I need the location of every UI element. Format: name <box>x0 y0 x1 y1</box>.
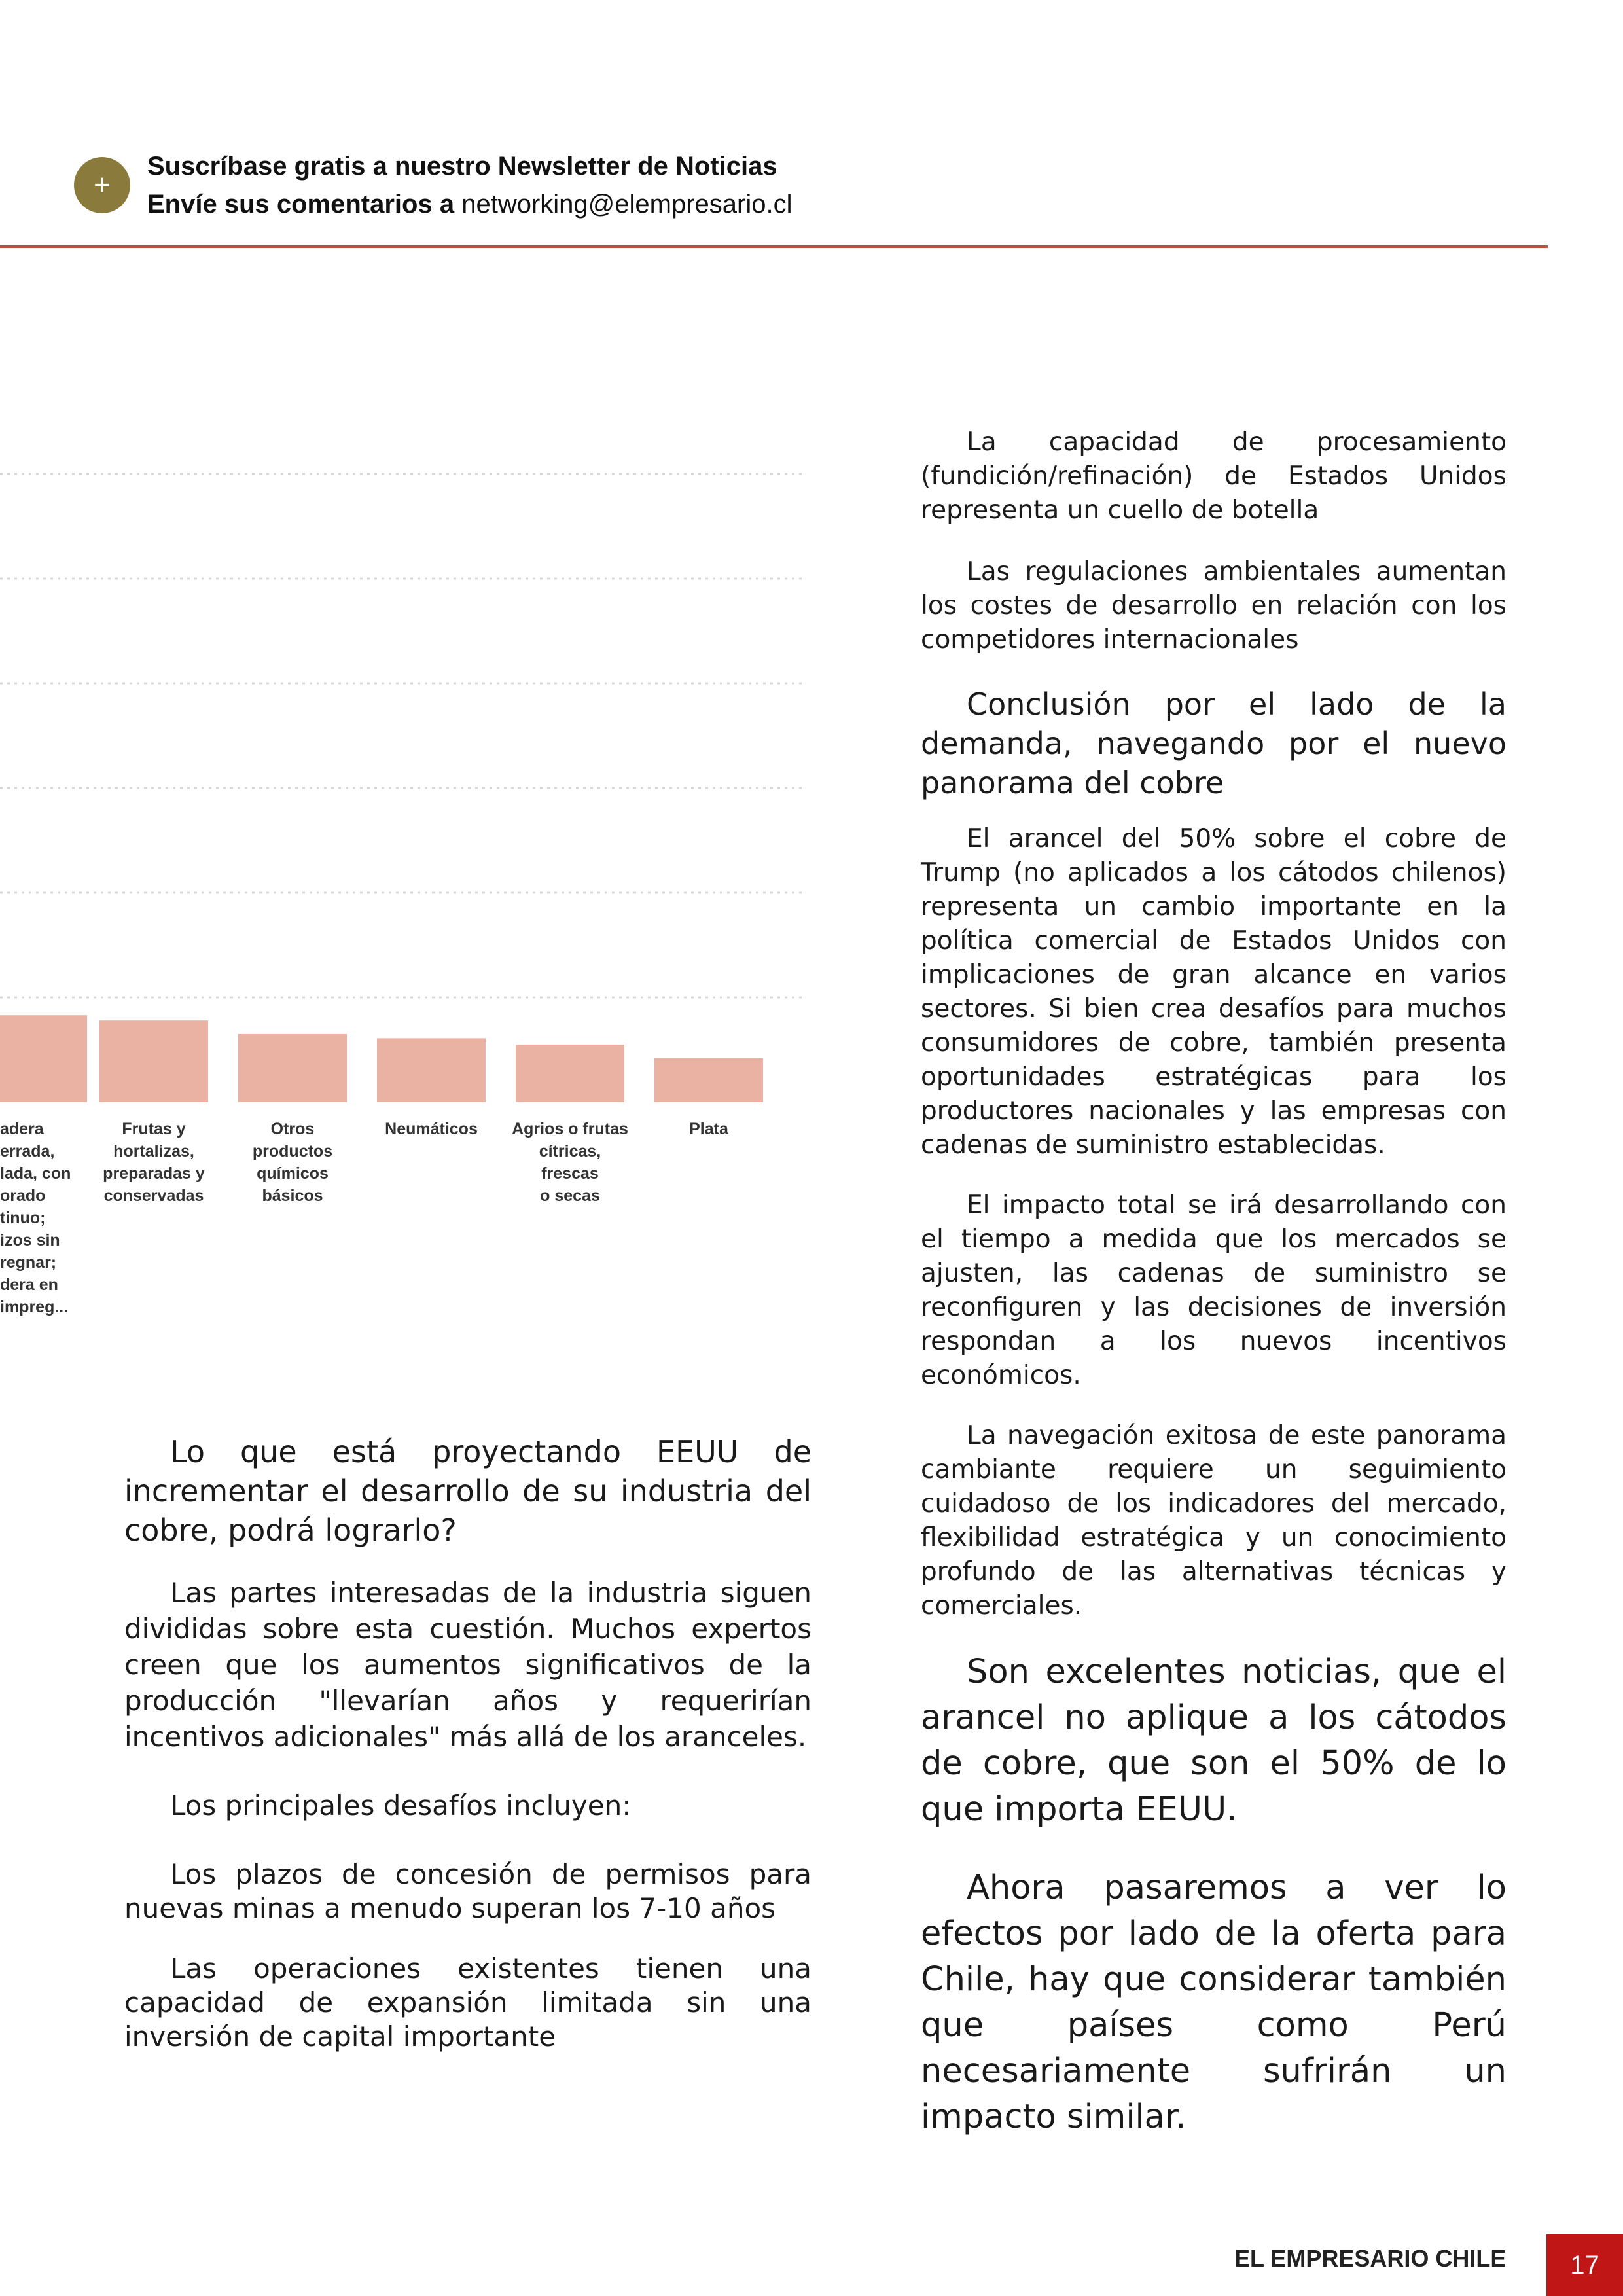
chart-category-label <box>95 1118 213 1207</box>
plus-icon[interactable] <box>74 157 130 213</box>
chart-category-label-line: hortalizas, <box>113 1142 194 1160</box>
chart-bar <box>99 1020 208 1102</box>
chart-category-label-line: errada, <box>0 1142 55 1160</box>
right-paragraph-2: Las regulaciones ambientales aumentan los costes de desarrollo en relación con los competidores internacionales <box>921 557 1507 655</box>
chart-category-label-line: conservadas <box>103 1187 204 1205</box>
chart-bar <box>238 1034 347 1102</box>
page-number: 17 <box>1546 2234 1623 2296</box>
chart-category-label-line: regnar; <box>0 1253 57 1272</box>
chart-category-label-line: izos sin <box>0 1231 60 1249</box>
chart-bar <box>0 1015 87 1102</box>
chart-bar <box>377 1038 486 1102</box>
right-highlight-1: Son excelentes noticias, que el arancel no aplique a los cátodos de cobre, que son el 50% de lo que importa EEUU. <box>921 1653 1507 1829</box>
chart-category-label <box>650 1118 768 1140</box>
chart-category-label <box>372 1118 490 1140</box>
chart-category-label-line: básicos <box>262 1187 323 1205</box>
right-paragraph-3: El arancel del 50% sobre el cobre de Trump (no aplicados a los cátodos chilenos) representa un cambio importante en la política comercial de Estados Unidos con implicaciones de gran alcance en varios sectores. Si bien crea desafíos para muchos consumidores de cobre, también presenta oportunidades estratégicas para los productores nacionales y las empresas con cadenas de suministro establecidas. <box>921 824 1507 1160</box>
newsletter-subscribe-text: Suscríbase gratis a nuestro Newsletter de Noticias <box>147 152 777 181</box>
right-column <box>921 425 1507 2140</box>
chart-category-label-line: productos <box>252 1142 333 1160</box>
chart-category-label-line: lada, con <box>0 1164 71 1183</box>
chart-category-label-line: Frutas y <box>122 1120 186 1138</box>
chart-bar <box>516 1045 624 1102</box>
chart-category-label-line: Otros <box>270 1120 315 1138</box>
chart-category-label <box>234 1118 351 1207</box>
chart-bar <box>654 1058 763 1102</box>
left-column <box>124 1432 812 2054</box>
plus-glyph: + <box>94 169 111 201</box>
right-paragraph-1: La capacidad de procesamiento (fundición/refinación) de Estados Unidos representa un cuello de botella <box>921 427 1507 525</box>
left-paragraph-3: Los plazos de concesión de permisos para nuevas minas a menudo superan los 7-10 años <box>124 1858 812 1924</box>
feedback-line <box>147 190 792 219</box>
feedback-label: Envíe sus comentarios a <box>147 190 455 219</box>
right-heading: Conclusión por el lado de la demanda, navegando por el nuevo panorama del cobre <box>921 687 1507 800</box>
right-paragraph-4: El impacto total se irá desarrollando con el tiempo a medida que los mercados se ajusten, las cadenas de suministro se reconfiguren y las decisiones de inversión respondan a los nuevos incentivos económicos. <box>921 1191 1507 1390</box>
chart-category-label-line: Neumáticos <box>385 1120 478 1138</box>
footer-brand: EL EMPRESARIO CHILE <box>1234 2245 1507 2272</box>
chart-category-label-line: orado <box>0 1187 46 1205</box>
left-paragraph-4: Las operaciones existentes tienen una capacidad de expansión limitada sin una inversión de capital importante <box>124 1952 812 2053</box>
chart-category-label-line: químicos <box>257 1164 329 1183</box>
chart-category-label <box>511 1118 629 1207</box>
right-paragraph-5: La navegación exitosa de este panorama cambiante requiere un seguimiento cuidadoso de los indicadores del mercado, flexibilidad estratégica y un conocimiento profundo de las alternativas técnicas y comerciales. <box>921 1421 1507 1621</box>
chart-category-label-line: preparadas y <box>103 1164 205 1183</box>
left-paragraph-1: Las partes interesadas de la industria siguen divididas sobre esta cuestión. Muchos expertos creen que los aumentos significativos de la producción "llevarían años y requerirían incentivos adicionales" más allá de los aranceles. <box>124 1577 812 1753</box>
chart-category-label-line: o secas <box>540 1187 600 1205</box>
chart-category-label-line: adera <box>0 1120 44 1138</box>
chart-category-label-line: tinuo; <box>0 1209 46 1227</box>
chart-category-label-line: impreg... <box>0 1298 69 1316</box>
chart-category-label-line: dera en <box>0 1276 58 1294</box>
feedback-email-link[interactable]: networking@elempresario.cl <box>461 190 793 219</box>
chart-category-label-line: Plata <box>689 1120 728 1138</box>
header-divider <box>0 245 1548 248</box>
right-highlight-2: Ahora pasaremos a ver lo efectos por lado de la oferta para Chile, hay que considerar también que países como Perú necesariamente sufrirán un impacto similar. <box>921 1869 1507 2136</box>
left-heading: Lo que está proyectando EEUU de incrementar el desarrollo de su industria del cobre, podrá lograrlo? <box>124 1434 812 1548</box>
left-paragraph-2: Los principales desafíos incluyen: <box>170 1789 632 1821</box>
chart-category-label <box>0 1118 98 1318</box>
chart-category-label-line: Agrios o frutas <box>512 1120 628 1138</box>
chart-category-label-line: cítricas, frescas <box>539 1142 601 1183</box>
